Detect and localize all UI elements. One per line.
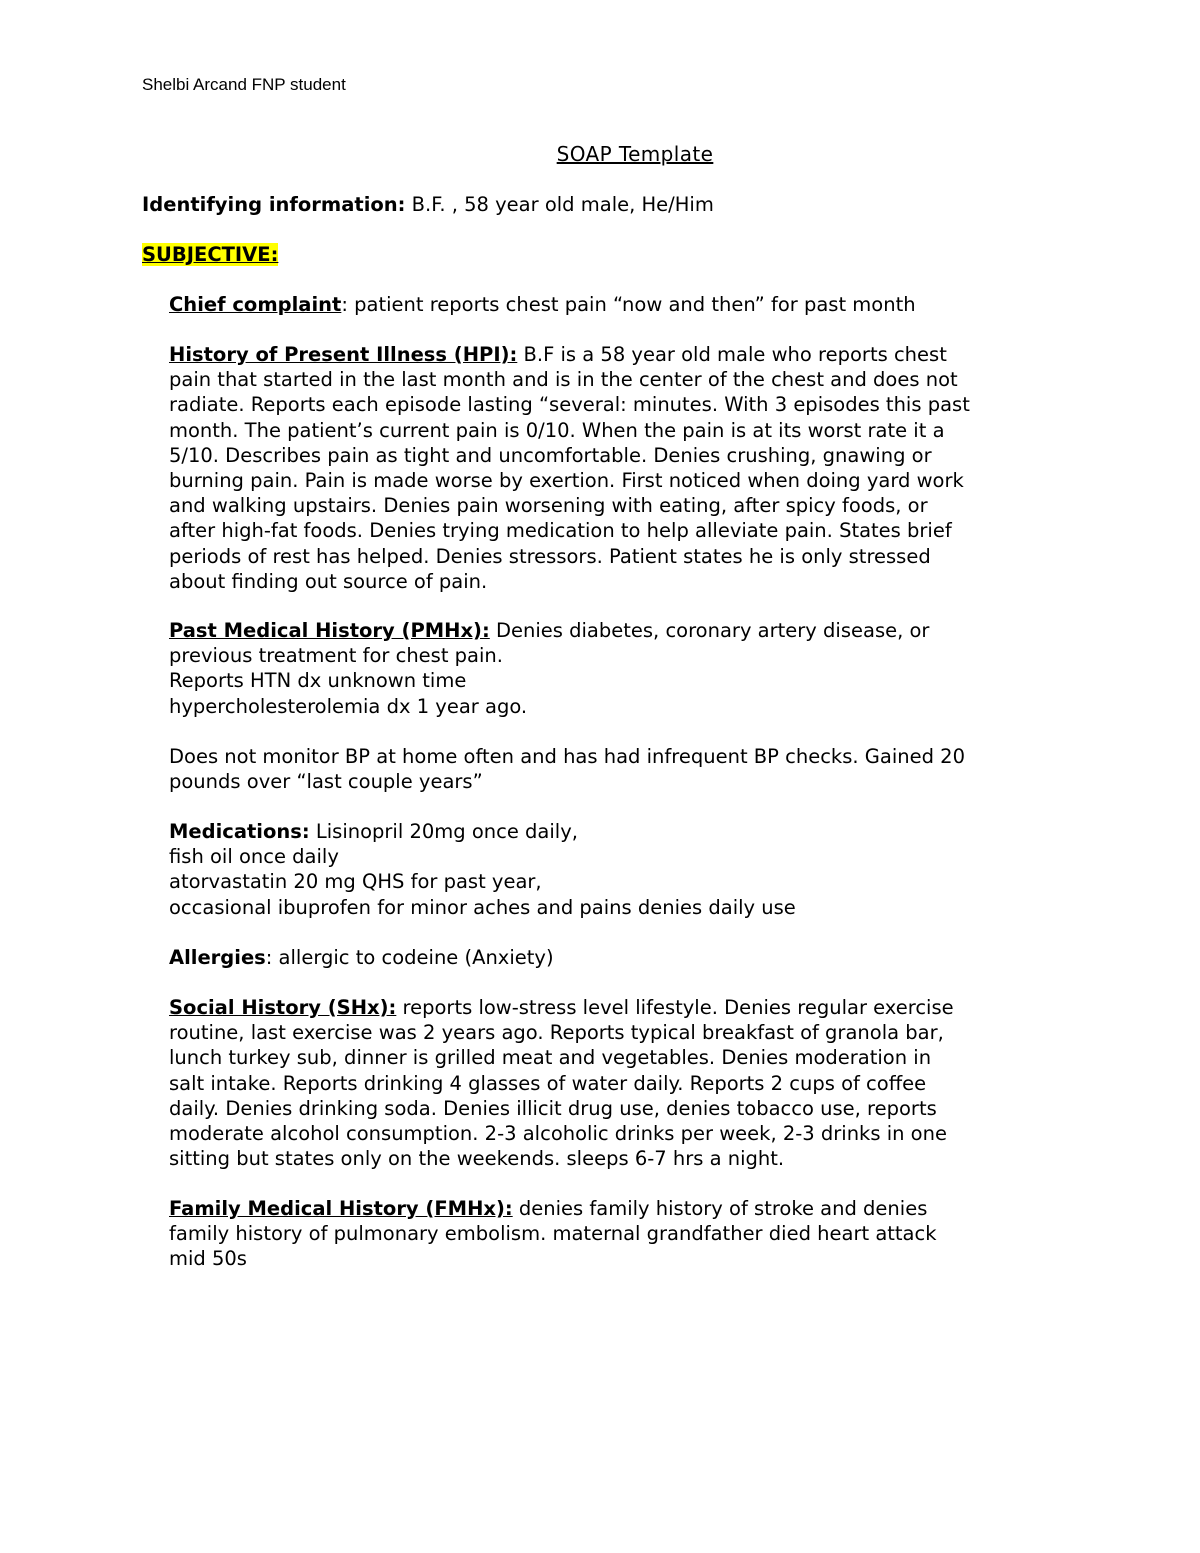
fmhx-line: mid 50s bbox=[169, 1247, 247, 1271]
shx-line: salt intake. Reports drinking 4 glasses of water daily. Reports 2 cups of coffee bbox=[169, 1071, 927, 1095]
document-title: SOAP Template bbox=[556, 142, 714, 166]
medications-section bbox=[169, 819, 1069, 920]
pmhx-line: previous treatment for chest pain. bbox=[169, 644, 503, 668]
identifying-label: Identifying information: bbox=[142, 193, 406, 216]
identifying-value: B.F. , 58 year old male, He/Him bbox=[405, 193, 714, 216]
shx-line: moderate alcohol consumption. 2-3 alcoholic drinks per week, 2-3 drinks in one bbox=[169, 1122, 947, 1146]
fmhx-section bbox=[169, 1196, 1069, 1272]
medications-text: Lisinopril 20mg once daily, bbox=[309, 820, 578, 843]
allergies-value: : allergic to codeine (Anxiety) bbox=[265, 946, 554, 969]
page-header-author: Shelbi Arcand FNP student bbox=[142, 75, 346, 94]
shx-section bbox=[169, 995, 1069, 1171]
chief-complaint bbox=[169, 292, 916, 317]
subjective-heading: SUBJECTIVE: bbox=[142, 243, 279, 266]
pmhx-line: Reports HTN dx unknown time bbox=[169, 669, 467, 693]
hpi-label: History of Present Illness (HPI): bbox=[169, 343, 518, 366]
allergies-label: Allergies bbox=[169, 946, 266, 969]
hpi-line: after high-fat foods. Denies trying medication to help alleviate pain. States brief bbox=[169, 519, 952, 543]
medications-line: atorvastatin 20 mg QHS for past year, bbox=[169, 870, 542, 894]
allergies bbox=[169, 945, 554, 970]
fmhx-label: Family Medical History (FMHx): bbox=[169, 1197, 513, 1220]
medications-line bbox=[169, 819, 1069, 844]
fmhx-text: denies family history of stroke and denies bbox=[512, 1197, 928, 1220]
shx-line: sitting but states only on the weekends. sleeps 6-7 hrs a night. bbox=[169, 1147, 785, 1171]
pmhx-text: Denies diabetes, coronary artery disease, or bbox=[489, 619, 930, 642]
hpi-line: and walking upstairs. Denies pain worsening with eating, after spicy foods, or bbox=[169, 494, 928, 518]
shx-line bbox=[169, 995, 1069, 1020]
identifying-information bbox=[142, 192, 714, 217]
pmhx-label: Past Medical History (PMHx): bbox=[169, 619, 490, 642]
pmhx-line: hypercholesterolemia dx 1 year ago. bbox=[169, 694, 528, 718]
hpi-section bbox=[169, 342, 1069, 594]
chief-complaint-label: Chief complaint bbox=[169, 293, 342, 316]
hpi-line: burning pain. Pain is made worse by exertion. First noticed when doing yard work bbox=[169, 469, 964, 493]
hpi-line: radiate. Reports each episode lasting “several: minutes. With 3 episodes this past bbox=[169, 393, 970, 417]
chief-complaint-value: : patient reports chest pain “now and then” for past month bbox=[341, 293, 916, 316]
medications-line: occasional ibuprofen for minor aches and pains denies daily use bbox=[169, 895, 796, 919]
medications-line: fish oil once daily bbox=[169, 845, 339, 869]
hpi-text: B.F is a 58 year old male who reports chest bbox=[517, 343, 947, 366]
subjective-heading-row bbox=[142, 242, 278, 267]
pmhx-note-line: pounds over “last couple years” bbox=[169, 770, 483, 794]
hpi-line: month. The patient’s current pain is 0/10. When the pain is at its worst rate it a bbox=[169, 418, 945, 442]
pmhx-line bbox=[169, 618, 1069, 643]
shx-line: daily. Denies drinking soda. Denies illicit drug use, denies tobacco use, reports bbox=[169, 1096, 937, 1120]
shx-line: routine, last exercise was 2 years ago. Reports typical breakfast of granola bar, bbox=[169, 1021, 944, 1045]
pmhx-note bbox=[169, 744, 1069, 794]
medications-label: Medications: bbox=[169, 820, 310, 843]
shx-text: reports low-stress level lifestyle. Denies regular exercise bbox=[396, 996, 954, 1019]
shx-line: lunch turkey sub, dinner is grilled meat and vegetables. Denies moderation in bbox=[169, 1046, 932, 1070]
hpi-line bbox=[169, 342, 1069, 367]
pmhx-note-line: Does not monitor BP at home often and has had infrequent BP checks. Gained 20 bbox=[169, 745, 965, 768]
hpi-line: 5/10. Describes pain as tight and uncomfortable. Denies crushing, gnawing or bbox=[169, 443, 932, 467]
hpi-line: about finding out source of pain. bbox=[169, 569, 488, 593]
fmhx-line: family history of pulmonary embolism. maternal grandfather died heart attack bbox=[169, 1222, 937, 1246]
shx-label: Social History (SHx): bbox=[169, 996, 397, 1019]
hpi-line: periods of rest has helped. Denies stressors. Patient states he is only stressed bbox=[169, 544, 931, 568]
fmhx-line bbox=[169, 1196, 1069, 1221]
pmhx-section bbox=[169, 618, 1069, 719]
hpi-line: pain that started in the last month and is in the center of the chest and does not bbox=[169, 368, 958, 392]
